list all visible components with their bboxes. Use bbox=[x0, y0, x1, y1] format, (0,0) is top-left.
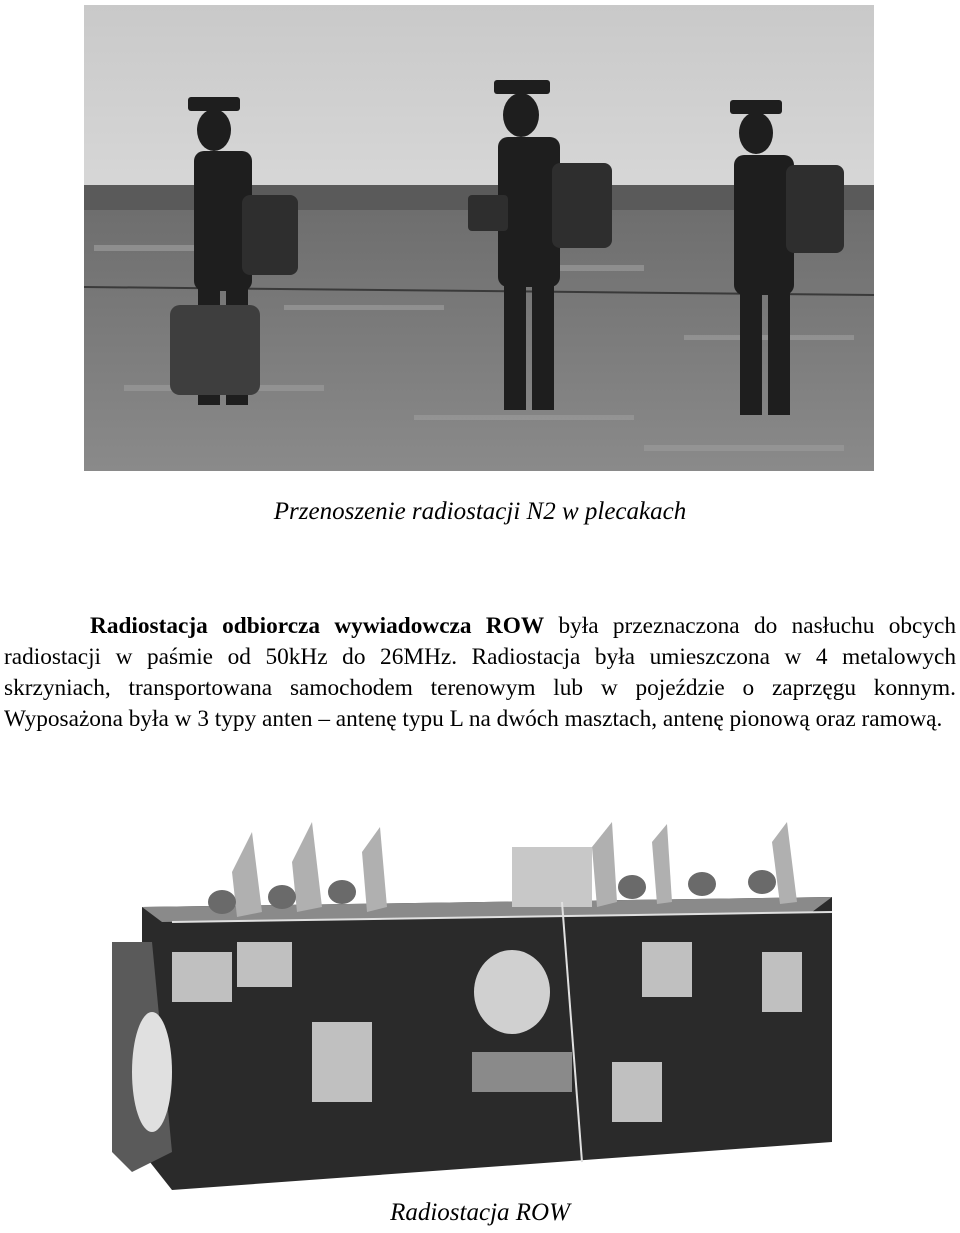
paragraph-row-radio bbox=[4, 611, 956, 735]
figure-caption-radio-row: Radiostacja ROW bbox=[390, 1199, 570, 1226]
figure-caption-soldiers: Przenoszenie radiostacji N2 w plecakach bbox=[273, 498, 687, 525]
paragraph-lead-bold: Radiostacja odbiorcza wywiadowcza ROW bbox=[90, 613, 545, 639]
soldiers-photo bbox=[84, 5, 874, 471]
radio-row-photo-image bbox=[112, 812, 838, 1190]
radio-row-photo bbox=[112, 812, 838, 1190]
paragraph-text: była przeznaczona do nasłuchu obcych radiostacji w paśmie od 50kHz do 26MHz. Radiostacja była umieszczona w 4 metalowych skrzyniach, transportowana samochodem terenowym lub w pojeździe o zaprzęgu konnym. Wyposażona była w 3 typy anten – antenę typu L na dwóch masztach, antenę pionową oraz ramową. bbox=[4, 613, 957, 732]
soldiers-photo-image bbox=[84, 5, 874, 471]
